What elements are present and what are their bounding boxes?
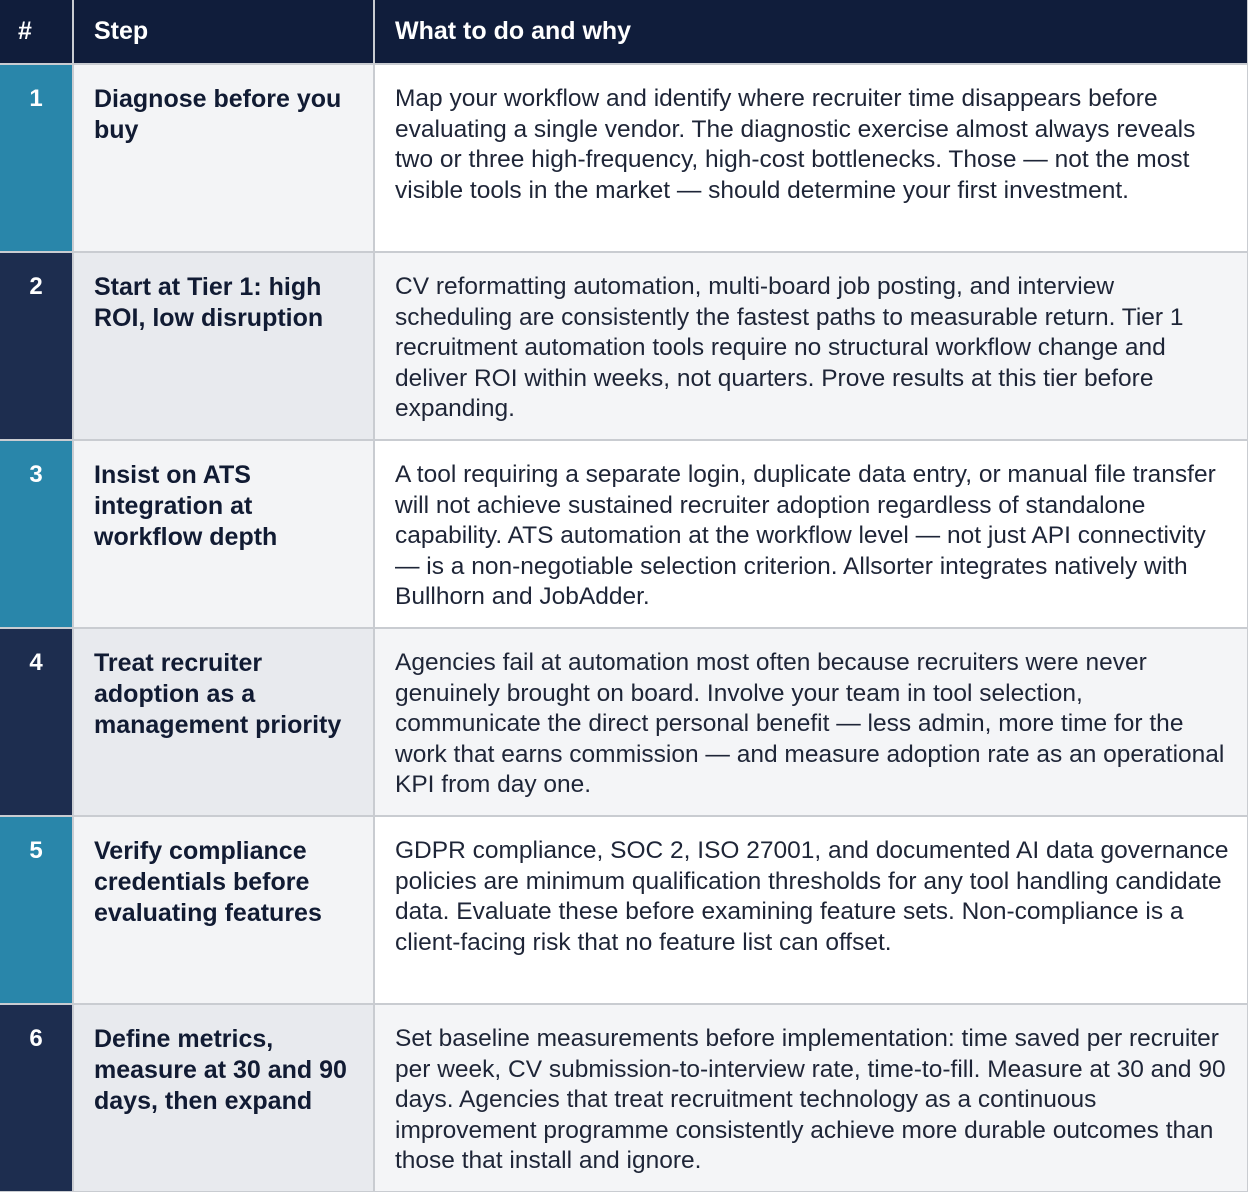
row-number: 3	[0, 441, 72, 627]
row-description: Set baseline measurements before implementation: time saved per recruiter per week, CV submission-to-interview rate, time-to-fill. Measure at 30 and 90 days. Agencies that treat recruitment technology as a continuous improvement programme consistently achieve more durable outcomes than those that install and ignore.	[375, 1005, 1247, 1191]
header-step: Step	[74, 0, 373, 63]
row-step: Diagnose before you buy	[74, 65, 373, 251]
row-number: 6	[0, 1005, 72, 1191]
row-description: CV reformatting automation, multi-board job posting, and interview scheduling are consistently the fastest paths to measurable return. Tier 1 recruitment automation tools require no structural workflow change and deliver ROI within weeks, not quarters. Prove results at this tier before expanding.	[375, 253, 1247, 439]
row-number: 4	[0, 629, 72, 815]
row-step: Verify compliance credentials before evaluating features	[74, 817, 373, 1003]
row-description: GDPR compliance, SOC 2, ISO 27001, and documented AI data governance policies are minimum qualification thresholds for any tool handling candidate data. Evaluate these before examining feature sets. Non-compliance is a client-facing risk that no feature list can offset.	[375, 817, 1247, 1003]
row-number: 1	[0, 65, 72, 251]
row-description: A tool requiring a separate login, duplicate data entry, or manual file transfer will not achieve sustained recruiter adoption regardless of standalone capability. ATS automation at the workflow level — not just API connectivity — is a non-negotiable selection criterion. Allsorter integrates natively with Bullhorn and JobAdder.	[375, 441, 1247, 627]
row-step: Treat recruiter adoption as a management priority	[74, 629, 373, 815]
header-number: #	[0, 0, 72, 63]
row-description: Agencies fail at automation most often because recruiters were never genuinely brought on board. Involve your team in tool selection, communicate the direct personal benefit — less admin, more time for the work that earns commission — and measure adoption rate as an operational KPI from day one.	[375, 629, 1247, 815]
row-description: Map your workflow and identify where recruiter time disappears before evaluating a single vendor. The diagnostic exercise almost always reveals two or three high-frequency, high-cost bottlenecks. Those — not the most visible tools in the market — should determine your first investment.	[375, 65, 1247, 251]
row-number: 2	[0, 253, 72, 439]
header-what-to-do: What to do and why	[375, 0, 1247, 63]
row-step: Define metrics, measure at 30 and 90 days, then expand	[74, 1005, 373, 1191]
row-number: 5	[0, 817, 72, 1003]
row-step: Start at Tier 1: high ROI, low disruption	[74, 253, 373, 439]
row-step: Insist on ATS integration at workflow depth	[74, 441, 373, 627]
